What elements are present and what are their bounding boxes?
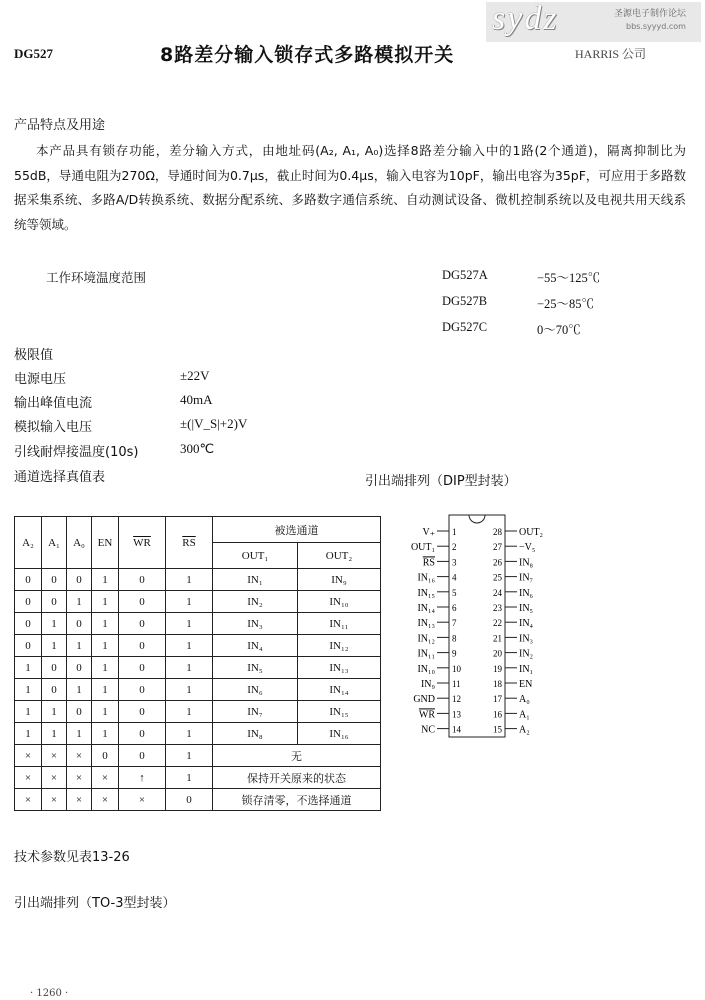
table-cell: 1 bbox=[166, 723, 213, 745]
pin-number: 20 bbox=[493, 648, 502, 659]
pin-name: IN₆ bbox=[519, 587, 534, 599]
pin-number: 14 bbox=[452, 724, 461, 735]
table-cell: 1 bbox=[67, 635, 92, 657]
table-cell: × bbox=[67, 789, 92, 811]
table-cell: 1 bbox=[92, 591, 119, 613]
watermark-site-name: 圣源电子制作论坛 bbox=[614, 9, 687, 19]
temperature-label: 工作环境温度范围 bbox=[46, 270, 147, 285]
limit-name: 引线耐焊接温度(10s) bbox=[14, 445, 139, 460]
header-en: EN bbox=[92, 517, 119, 569]
temperature-part: DG527A bbox=[442, 268, 488, 282]
pin-name: NC bbox=[421, 724, 435, 736]
pin-name: A₁ bbox=[519, 709, 530, 721]
table-cell: 1 bbox=[166, 613, 213, 635]
pin-name: IN₁₂ bbox=[417, 633, 435, 645]
pin-name: IN₈ bbox=[519, 557, 534, 569]
table-cell: IN₁ bbox=[213, 569, 298, 591]
header-a1: A₁ bbox=[42, 517, 67, 569]
temperature-row bbox=[442, 294, 595, 311]
table-cell: × bbox=[92, 767, 119, 789]
table-cell: 0 bbox=[67, 657, 92, 679]
temperature-part: DG527B bbox=[442, 294, 488, 308]
table-cell: 1 bbox=[166, 745, 213, 767]
header-wr: $\overline{WR}$ bbox=[119, 517, 166, 569]
limit-row bbox=[14, 441, 215, 460]
table-cell: × bbox=[15, 767, 42, 789]
pin-name: OUT₂ bbox=[519, 527, 544, 538]
table-cell-result: 锁存清零，不选择通道 bbox=[213, 789, 381, 811]
table-cell: 1 bbox=[166, 767, 213, 789]
pin-number: 17 bbox=[493, 694, 502, 705]
table-row bbox=[15, 657, 381, 679]
table-cell: 1 bbox=[15, 679, 42, 701]
table-cell: 1 bbox=[166, 679, 213, 701]
dip-title: 引出端排列（DIP型封装） bbox=[365, 474, 517, 489]
pin-name: A₀ bbox=[519, 694, 530, 706]
to3-title: 引出端排列（TO-3型封装） bbox=[14, 896, 176, 911]
pin-name: RS bbox=[422, 557, 435, 569]
table-cell: 1 bbox=[42, 613, 67, 635]
table-cell: 0 bbox=[119, 723, 166, 745]
truth-table-title: 通道选择真值表 bbox=[14, 470, 106, 485]
table-cell: 1 bbox=[67, 591, 92, 613]
header-a0: A₀ bbox=[67, 517, 92, 569]
part-number: DG527 bbox=[14, 46, 53, 61]
pin-name: IN₃ bbox=[519, 633, 534, 645]
table-cell: 1 bbox=[67, 679, 92, 701]
table-cell: 1 bbox=[92, 657, 119, 679]
pin-number: 3 bbox=[452, 557, 457, 568]
pin-number: 19 bbox=[493, 663, 502, 674]
table-cell: 1 bbox=[92, 613, 119, 635]
table-row bbox=[15, 679, 381, 701]
table-cell: ↑ bbox=[119, 767, 166, 789]
temperature-part: DG527C bbox=[442, 320, 488, 334]
pin-name: OUT₁ bbox=[410, 542, 435, 554]
vendor-name: HARRIS 公司 bbox=[575, 47, 647, 61]
pin-number: 7 bbox=[452, 618, 457, 629]
limit-row bbox=[14, 392, 213, 411]
pin-name: EN bbox=[519, 679, 533, 690]
table-cell: 0 bbox=[42, 679, 67, 701]
table-cell: 0 bbox=[15, 591, 42, 613]
temperature-range: −25～85℃ bbox=[537, 297, 595, 311]
table-cell: 1 bbox=[92, 679, 119, 701]
pin-name: GND bbox=[413, 694, 435, 706]
table-cell: IN₉ bbox=[298, 569, 381, 591]
pin-number: 21 bbox=[493, 633, 502, 644]
table-cell: IN₁₆ bbox=[298, 723, 381, 745]
table-cell: 1 bbox=[15, 723, 42, 745]
table-cell: 0 bbox=[119, 701, 166, 723]
table-cell: IN₁₅ bbox=[298, 701, 381, 723]
table-cell: 1 bbox=[166, 569, 213, 591]
pin-name: IN₁₅ bbox=[417, 587, 435, 599]
pin-name: IN₁₆ bbox=[417, 572, 435, 584]
table-cell: 1 bbox=[92, 701, 119, 723]
table-row bbox=[15, 789, 381, 811]
table-cell: × bbox=[42, 745, 67, 767]
page-title: 8路差分输入锁存式多路模拟开关 bbox=[160, 44, 455, 66]
limit-row bbox=[14, 416, 248, 435]
pin-name: IN₇ bbox=[519, 572, 534, 584]
table-cell-result: 无 bbox=[213, 745, 381, 767]
table-cell: 0 bbox=[15, 569, 42, 591]
limit-row bbox=[14, 368, 210, 387]
table-cell: 1 bbox=[92, 723, 119, 745]
features-paragraph: 本产品具有锁存功能，差分输入方式，由地址码(A₂, A₁, A₀)选择8路差分输入中的1路(2个通道)，隔离抑制比为55dB，导通电阻为270Ω，导通时间为0.7μs，截止时间为0.4μs，输入电容为10pF，输出电容为35pF，可应用于多路数据采集系统、多路A/D转换系统、数据分配系统、多路数字通信系统、自动测试设备、微机控制系统以及电视共用天线系统等领域。 bbox=[14, 143, 686, 232]
table-cell: × bbox=[42, 789, 67, 811]
table-cell: × bbox=[67, 745, 92, 767]
table-row bbox=[15, 635, 381, 657]
pin-name: IN₉ bbox=[420, 679, 435, 690]
watermark-logo-text: sydz bbox=[492, 0, 559, 37]
pin-name: −V₅ bbox=[519, 542, 536, 554]
table-cell: 1 bbox=[166, 701, 213, 723]
header-selected-channel: 被选通道 bbox=[213, 517, 381, 543]
table-cell: × bbox=[15, 745, 42, 767]
table-cell: 0 bbox=[119, 613, 166, 635]
limit-value: 300℃ bbox=[180, 441, 215, 456]
pin-name: IN₂ bbox=[519, 648, 534, 660]
table-cell: 0 bbox=[119, 591, 166, 613]
table-cell: 1 bbox=[166, 591, 213, 613]
header-rs: $\overline{RS}$ bbox=[166, 517, 213, 569]
pin-number: 23 bbox=[493, 603, 502, 613]
limit-name: 模拟输入电压 bbox=[14, 420, 93, 435]
table-cell: 0 bbox=[119, 635, 166, 657]
table-cell: IN₁₃ bbox=[298, 657, 381, 679]
table-cell: 0 bbox=[42, 657, 67, 679]
temperature-row bbox=[442, 320, 581, 337]
pin-number: 15 bbox=[493, 724, 502, 735]
table-cell: 0 bbox=[42, 591, 67, 613]
pin-number: 5 bbox=[452, 587, 457, 598]
table-cell: 0 bbox=[42, 569, 67, 591]
ref-note: 技术参数见表13-26 bbox=[14, 850, 130, 865]
table-cell: × bbox=[67, 767, 92, 789]
ic-notch bbox=[469, 515, 485, 523]
table-row bbox=[15, 591, 381, 613]
table-cell: 0 bbox=[119, 569, 166, 591]
table-cell: × bbox=[92, 789, 119, 811]
table-cell: IN₃ bbox=[213, 613, 298, 635]
pin-name: IN₁₁ bbox=[417, 648, 435, 660]
pin-name: IN₁₄ bbox=[417, 603, 435, 614]
table-cell: IN₆ bbox=[213, 679, 298, 701]
table-cell: IN₈ bbox=[213, 723, 298, 745]
table-cell: 1 bbox=[166, 657, 213, 679]
dip-pinout bbox=[395, 505, 595, 750]
table-cell: IN₄ bbox=[213, 635, 298, 657]
pin-number: 2 bbox=[452, 542, 457, 553]
temperature-row bbox=[442, 268, 601, 285]
table-cell: IN₂ bbox=[213, 591, 298, 613]
limits-heading: 极限值 bbox=[14, 348, 54, 363]
pin-number: 11 bbox=[452, 679, 461, 689]
table-cell: × bbox=[42, 767, 67, 789]
features-heading: 产品特点及用途 bbox=[14, 118, 106, 133]
table-cell: 1 bbox=[42, 723, 67, 745]
pin-number: 27 bbox=[493, 542, 502, 553]
pin-number: 12 bbox=[452, 694, 461, 705]
truth-table bbox=[14, 516, 381, 811]
limit-value: ±(|V_S|+2)V bbox=[180, 416, 248, 431]
table-cell: 1 bbox=[92, 635, 119, 657]
limit-value: 40mA bbox=[180, 392, 213, 407]
pin-number: 16 bbox=[493, 709, 502, 720]
table-cell: IN₁₁ bbox=[298, 613, 381, 635]
watermark-logo bbox=[486, 2, 701, 42]
table-row bbox=[15, 745, 381, 767]
table-cell-result: 保持开关原来的状态 bbox=[213, 767, 381, 789]
table-row bbox=[15, 767, 381, 789]
table-cell: 0 bbox=[119, 657, 166, 679]
pin-number: 13 bbox=[452, 709, 461, 720]
pin-number: 8 bbox=[452, 633, 457, 644]
pin-number: 24 bbox=[493, 587, 502, 598]
pin-number: 26 bbox=[493, 557, 502, 568]
table-cell: 1 bbox=[166, 635, 213, 657]
table-cell: 0 bbox=[67, 701, 92, 723]
table-cell: × bbox=[15, 789, 42, 811]
header-out1: OUT₁ bbox=[213, 543, 298, 569]
table-cell: IN₁₂ bbox=[298, 635, 381, 657]
table-cell: 0 bbox=[119, 745, 166, 767]
table-cell: IN₅ bbox=[213, 657, 298, 679]
pin-name: V₊ bbox=[422, 527, 435, 538]
table-cell: 1 bbox=[42, 635, 67, 657]
limit-name: 电源电压 bbox=[14, 372, 67, 387]
page-number: · 1260 · bbox=[30, 988, 69, 999]
pin-number: 18 bbox=[493, 679, 502, 689]
pin-name: IN₁ bbox=[519, 663, 534, 675]
table-cell: 0 bbox=[92, 745, 119, 767]
table-row bbox=[15, 723, 381, 745]
table-cell: × bbox=[119, 789, 166, 811]
table-cell: 1 bbox=[67, 723, 92, 745]
table-cell: 1 bbox=[92, 569, 119, 591]
pin-name: IN₁₃ bbox=[417, 618, 435, 630]
pin-number: 28 bbox=[493, 527, 502, 537]
table-row bbox=[15, 701, 381, 723]
table-row bbox=[15, 613, 381, 635]
pin-number: 9 bbox=[452, 648, 457, 659]
watermark-url: bbs.syyyd.com bbox=[626, 22, 686, 31]
table-cell: 0 bbox=[67, 613, 92, 635]
temperature-range: 0～70℃ bbox=[537, 323, 581, 337]
table-cell: 0 bbox=[166, 789, 213, 811]
table-row bbox=[15, 569, 381, 591]
header-out2: OUT₂ bbox=[298, 543, 381, 569]
pin-number: 22 bbox=[493, 618, 502, 629]
limit-name: 输出峰值电流 bbox=[14, 396, 93, 411]
pin-number: 10 bbox=[452, 663, 461, 674]
table-cell: 1 bbox=[15, 701, 42, 723]
pin-name: A₂ bbox=[519, 724, 530, 736]
pin-number: 1 bbox=[452, 527, 457, 537]
table-cell: 0 bbox=[15, 613, 42, 635]
limit-value: ±22V bbox=[180, 368, 210, 383]
table-cell: IN₁₀ bbox=[298, 591, 381, 613]
temperature-range: −55～125℃ bbox=[537, 271, 601, 285]
pin-name: IN₄ bbox=[519, 618, 534, 630]
table-cell: 1 bbox=[42, 701, 67, 723]
table-cell: 1 bbox=[15, 657, 42, 679]
pin-number: 4 bbox=[452, 572, 457, 583]
table-cell: 0 bbox=[15, 635, 42, 657]
pin-name: IN₅ bbox=[519, 603, 534, 614]
table-cell: IN₇ bbox=[213, 701, 298, 723]
pin-number: 25 bbox=[493, 572, 502, 583]
table-cell: IN₁₄ bbox=[298, 679, 381, 701]
pin-number: 6 bbox=[452, 603, 457, 613]
pin-name: IN₁₀ bbox=[417, 663, 435, 675]
table-cell: 0 bbox=[67, 569, 92, 591]
header-a2: A₂ bbox=[15, 517, 42, 569]
table-cell: 0 bbox=[119, 679, 166, 701]
pin-name: WR bbox=[418, 709, 435, 721]
